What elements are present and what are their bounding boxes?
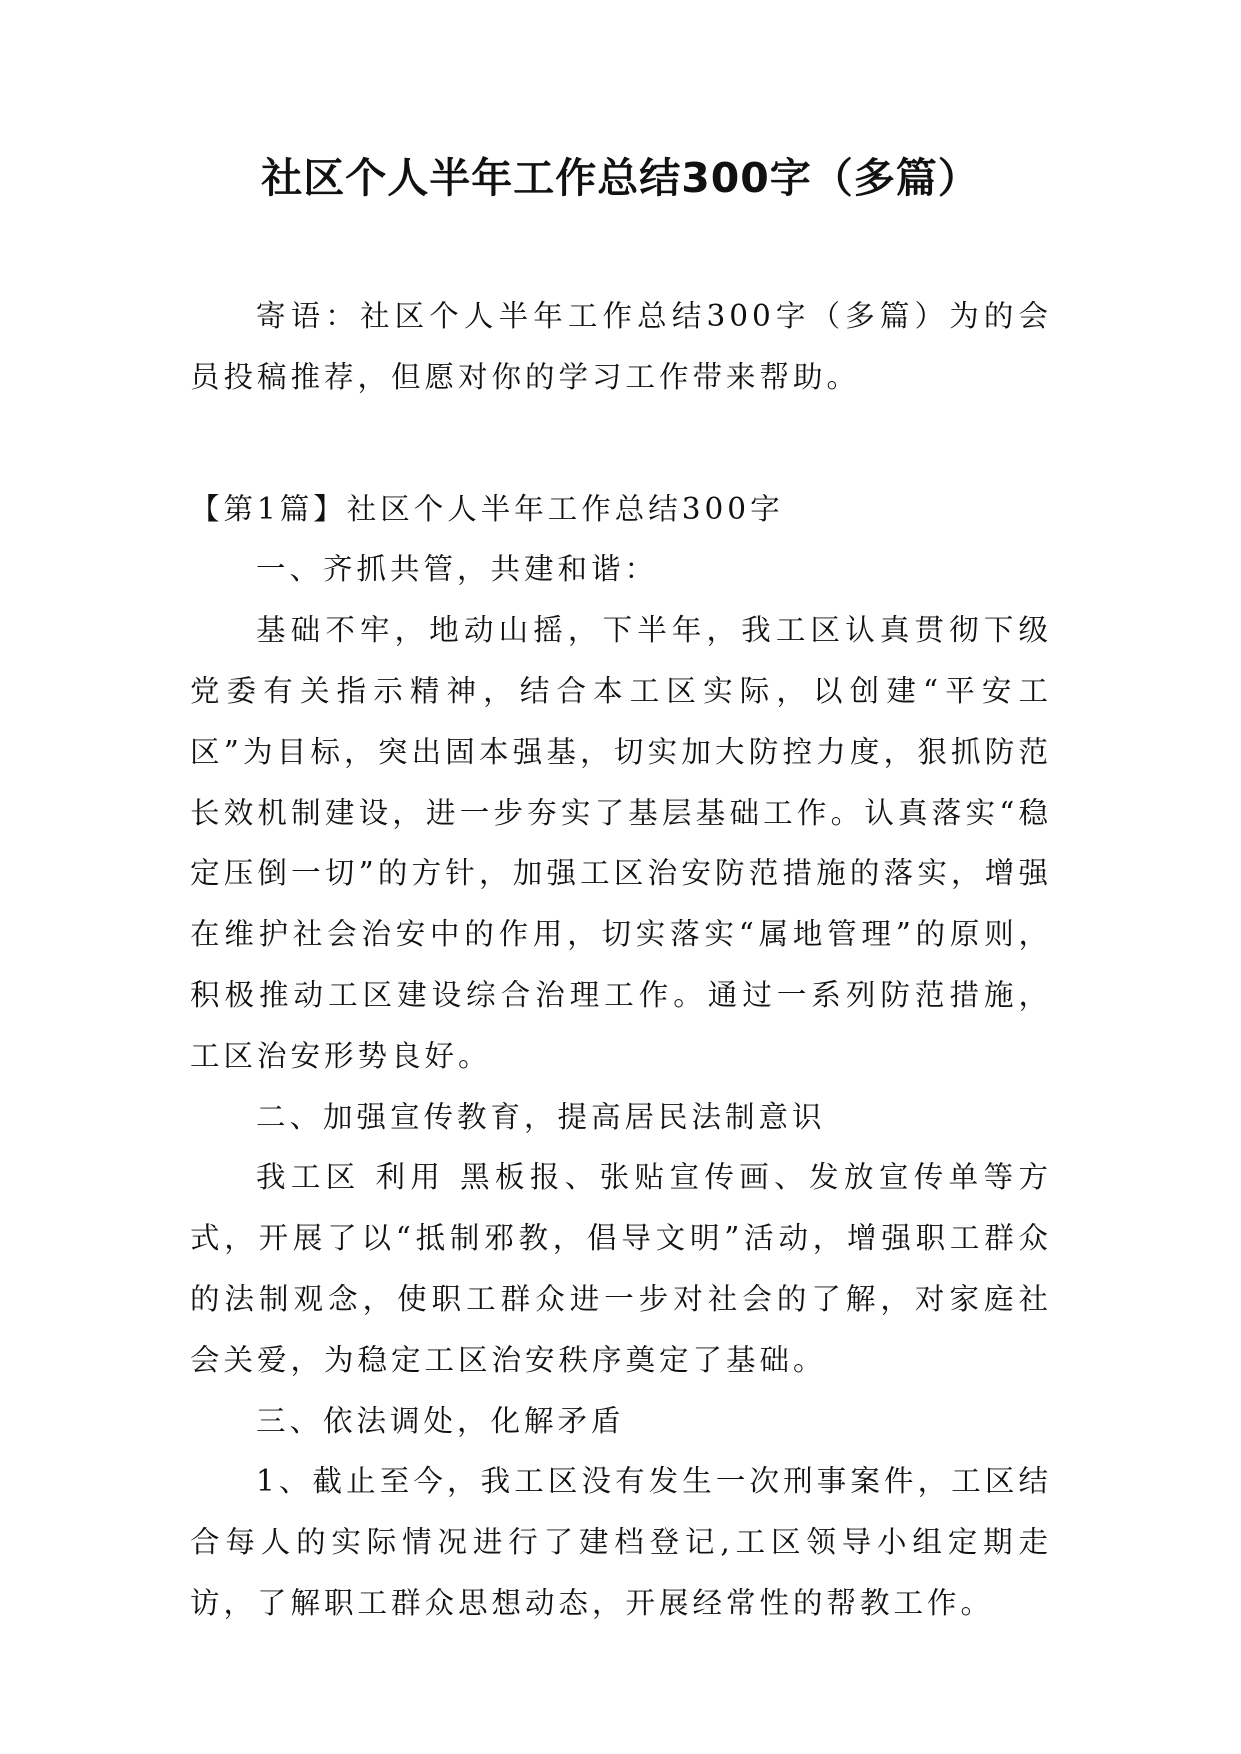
section-heading: 【第1篇】社区个人半年工作总结300字 <box>190 491 784 526</box>
document-title: 社区个人半年工作总结300字（多篇） <box>261 154 980 202</box>
paragraph-1: 基础不牢，地动山摇，下半年，我工区认真贯彻下级党委有关指示精神，结合本工区实际，以创建“平安工区”为目标，突出固本强基，切实加大防控力度，狠抓防范长效机制建设，进一步夯实了基层基础工作。认真落实“稳定压倒一切”的方针，加强工区治安防范措施的落实，增强在维护社会治安中的作用，切实落实“属地管理”的原则，积极推动工区建设综合治理工作。通过一系列防范措施，工区治安形势良好。 <box>190 613 1052 1073</box>
subheading-3: 三、依法调处，化解矛盾 <box>256 1403 625 1438</box>
paragraph-3: 1、截止至今，我工区没有发生一次刑事案件，工区结合每人的实际情况进行了建档登记,工区领导小组定期走访，了解职工群众思想动态，开展经常性的帮教工作。 <box>190 1464 1052 1620</box>
intro-paragraph: 寄语：社区个人半年工作总结300字（多篇）为的会员投稿推荐，但愿对你的学习工作带来帮助。 <box>190 299 1052 394</box>
paragraph-2: 我工区 利用 黑板报、张贴宣传画、发放宣传单等方式，开展了以“抵制邪教，倡导文明”活动，增强职工群众的法制观念，使职工群众进一步对社会的了解，对家庭社会关爱，为稳定工区治安秩序奠定了基础。 <box>190 1160 1052 1377</box>
subheading-1: 一、齐抓共管，共建和谐： <box>256 552 659 587</box>
subheading-2: 二、加强宣传教育，提高居民法制意识 <box>256 1099 826 1134</box>
document-body <box>190 286 1052 1634</box>
